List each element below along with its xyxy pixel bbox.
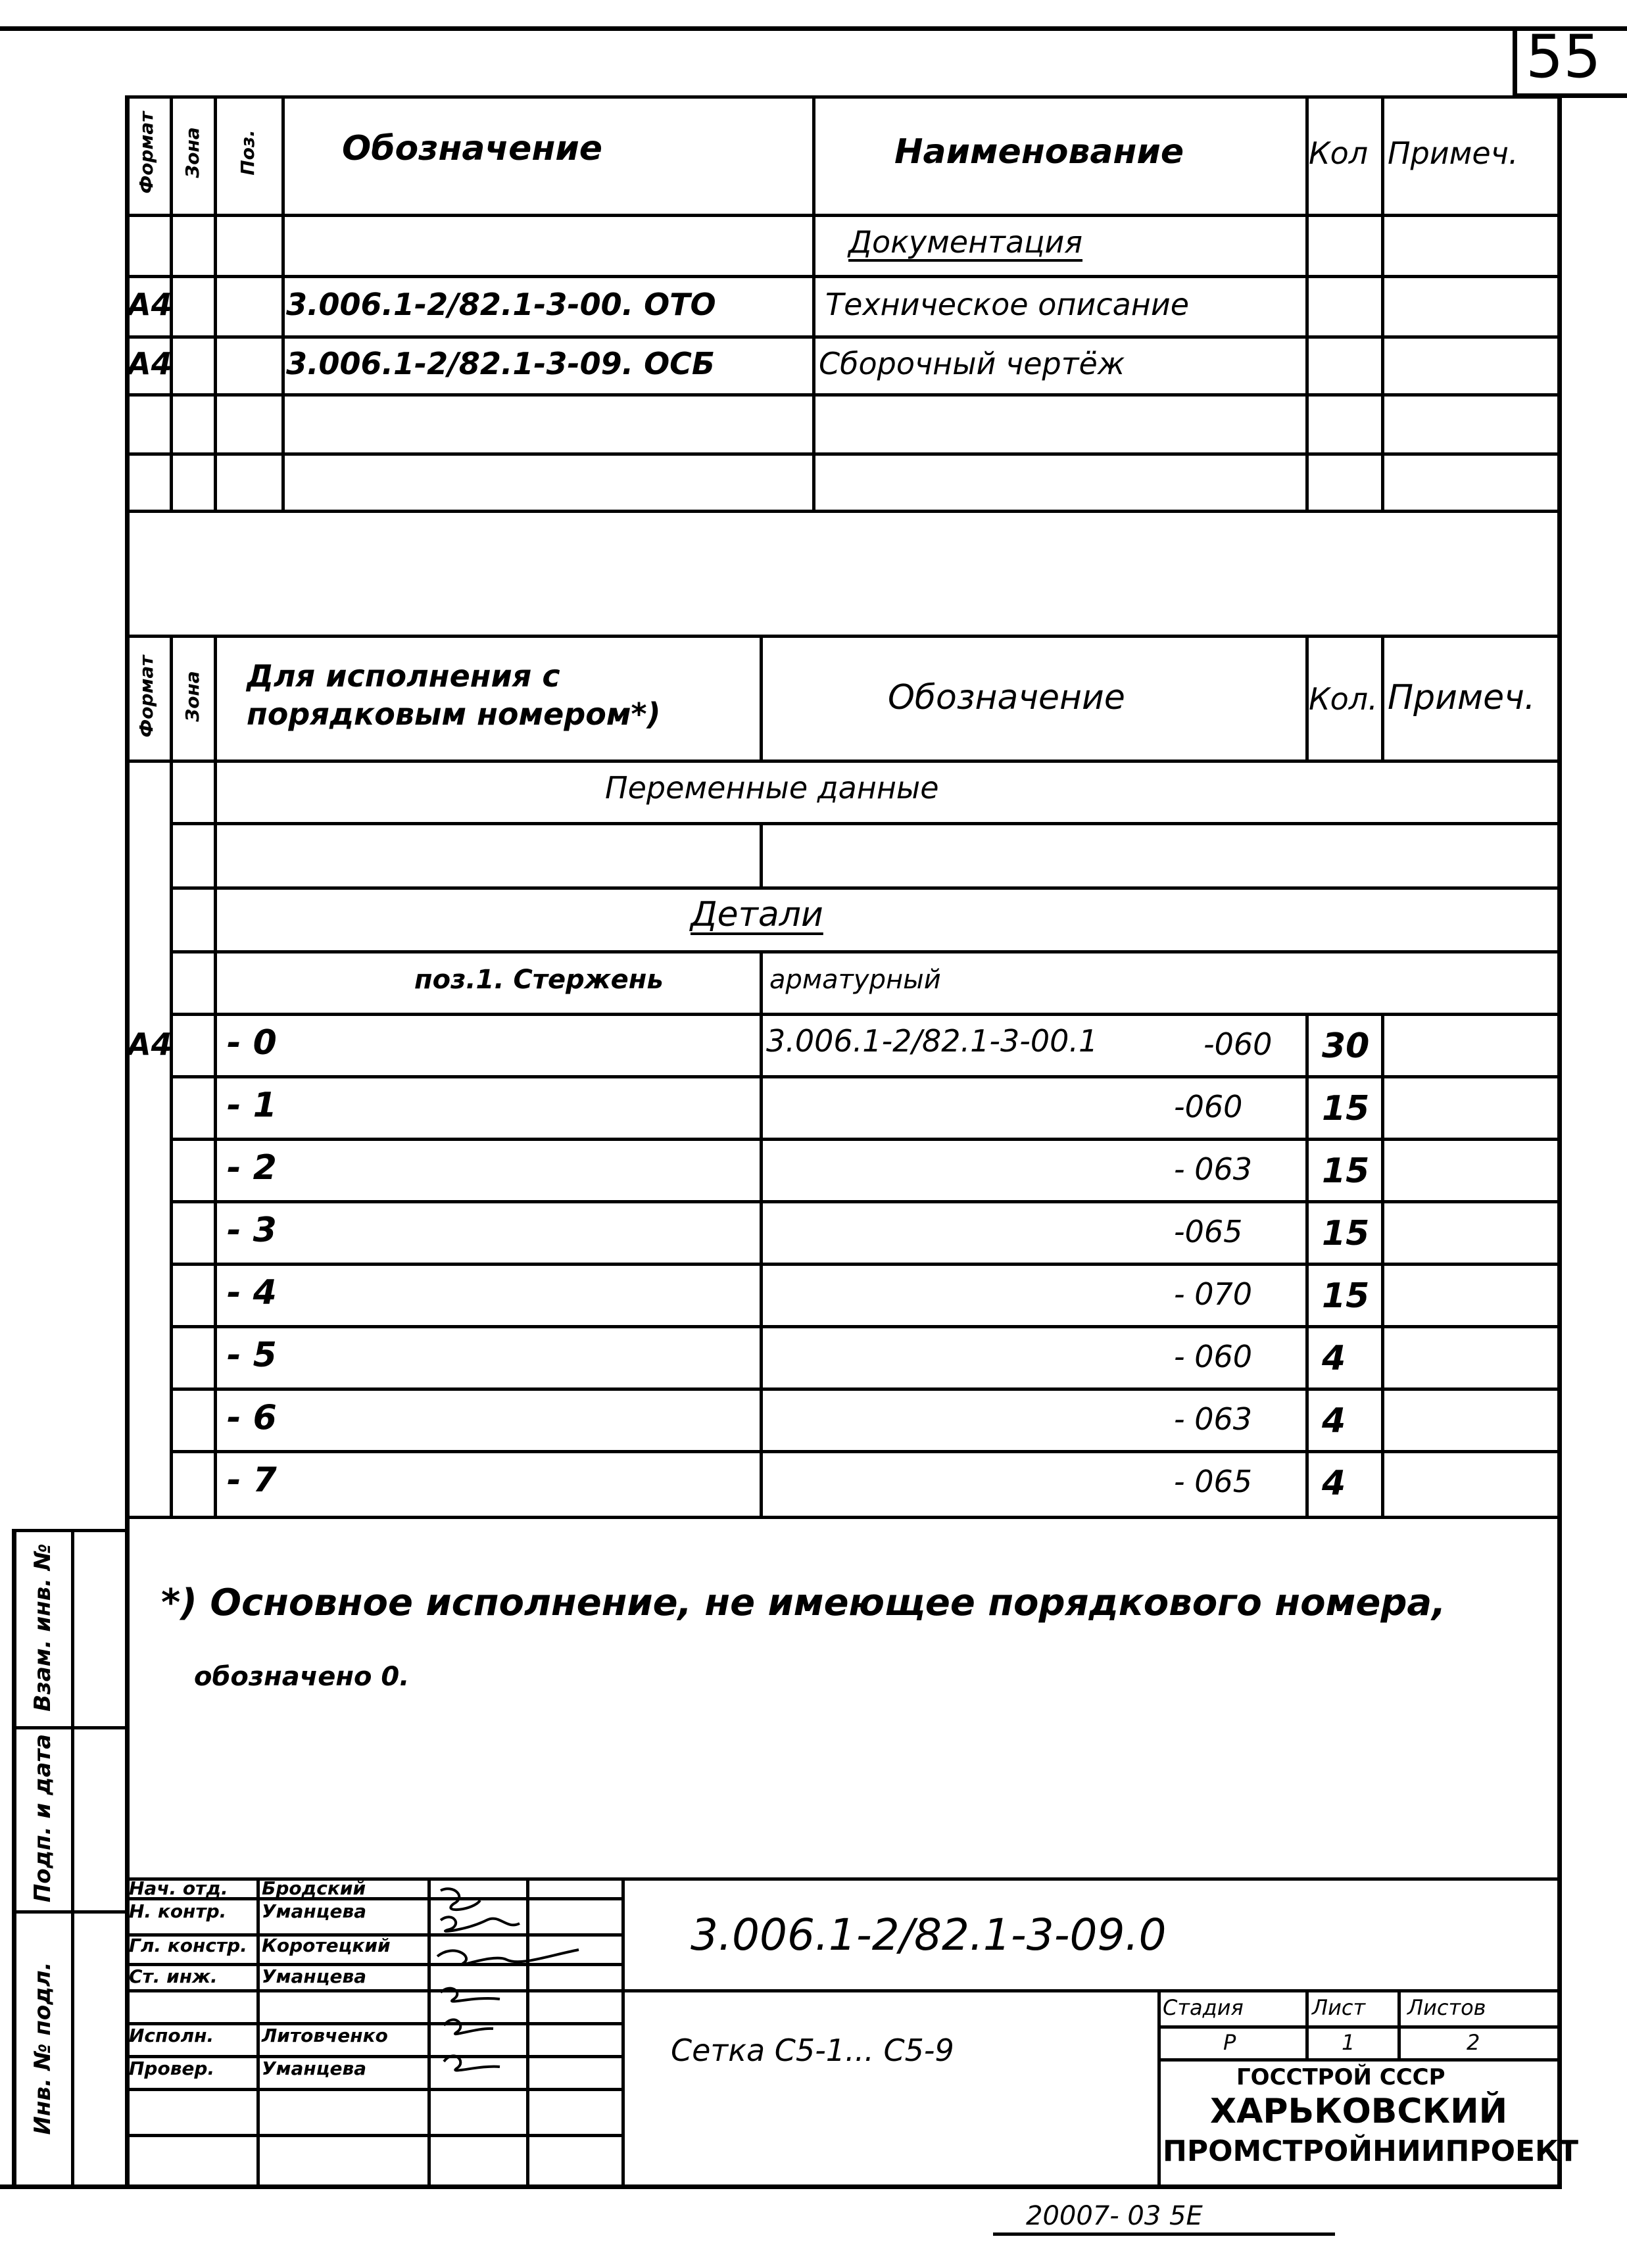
row-name: Техническое описание [825, 287, 1190, 322]
lower-table-bottom [125, 1516, 1559, 1519]
signature-role: Н. контр. [129, 1900, 227, 1922]
upper-col-line [812, 95, 815, 511]
sheets-label: Листов [1407, 1995, 1486, 2020]
bottom-code-underline [993, 2232, 1335, 2236]
signature-name: Литовченко [262, 2025, 388, 2046]
stage-values-bottom [1157, 2058, 1559, 2062]
row-designation: 3.006.1-2/82.1-3-09. ОСБ [286, 346, 715, 381]
header-qty: Кол. [1309, 681, 1378, 717]
variant-qty: 15 [1322, 1214, 1370, 1253]
upper-header-bottom [125, 214, 1559, 217]
stamp-podp-data: Подп. и дата [30, 1733, 56, 1903]
lower-row-line [170, 822, 1559, 825]
lower-row-line [170, 1013, 1559, 1016]
sheet-number-box-left [1513, 26, 1517, 95]
signature-name: Уманцева [262, 1966, 367, 1987]
designation-suffix: - 070 [1174, 1276, 1253, 1312]
lower-table-top [125, 635, 1559, 638]
side-stamp-left [12, 1529, 16, 2186]
lower-col-line [170, 635, 173, 1518]
signature-role: Нач. отд. [129, 1877, 228, 1899]
row-format: А4 [128, 346, 172, 381]
pos-name: арматурный [769, 965, 941, 995]
row-format: А4 [128, 1026, 172, 1062]
header-zone: Зона [182, 127, 203, 178]
variant-qty: 15 [1322, 1089, 1370, 1128]
sig-row-line [125, 2134, 621, 2137]
upper-row-line [125, 275, 1559, 278]
upper-col-line [214, 95, 217, 511]
header-zone: Зона [182, 671, 203, 722]
header-pos: Поз. [237, 130, 258, 176]
org-line3: ПРОМСТРОЙНИИПРОЕКТ [1163, 2135, 1579, 2168]
footnote-line1: *) Основное исполнение, не имеющее порядкового номера, [161, 1581, 1446, 1624]
signature-name: Бродский [262, 1877, 366, 1899]
side-stamp-line [12, 1726, 127, 1729]
variant-qty: 15 [1322, 1151, 1370, 1191]
upper-table-top [125, 95, 1559, 99]
signature-marks [427, 1877, 625, 2094]
lower-col-line [760, 635, 763, 760]
lower-col-line [1305, 1013, 1309, 1518]
lower-row-line [170, 1387, 1559, 1391]
side-stamp-line [12, 1910, 127, 1914]
frame-bottom [125, 2184, 1562, 2189]
lower-row-line [170, 886, 1559, 890]
side-stamp-divider [71, 1529, 74, 2186]
row-designation: 3.006.1-2/82.1-3-00. ОТО [286, 287, 716, 322]
variant-number: - 3 [227, 1211, 277, 1250]
variant-number: - 0 [227, 1023, 277, 1063]
section-details: Детали [691, 895, 823, 934]
section-documentation: Документация [848, 224, 1083, 260]
header-designation: Обозначение [888, 678, 1125, 717]
sheet-value: 1 [1342, 2030, 1355, 2055]
variant-number: - 5 [227, 1336, 277, 1375]
doc-title: Сетка С5-1... С5-9 [671, 2033, 954, 2068]
title-block-mid [125, 1989, 1559, 1992]
lower-col-line [1381, 635, 1384, 760]
row-name: Сборочный чертёж [819, 346, 1125, 381]
variant-qty: 4 [1322, 1339, 1346, 1378]
upper-table-bottom [125, 510, 1559, 513]
variant-number: - 4 [227, 1273, 277, 1313]
stamp-inv-podl: Инв. № подл. [30, 1962, 56, 2135]
header-format: Формат [135, 655, 157, 738]
variant-number: - 7 [227, 1460, 277, 1500]
lower-row-line [170, 1138, 1559, 1141]
lower-col-line [214, 635, 217, 1518]
lower-col-line [1381, 1013, 1384, 1518]
variant-qty: 4 [1322, 1401, 1346, 1441]
designation-suffix: - 060 [1174, 1339, 1253, 1374]
lower-row-line [170, 950, 1559, 953]
variant-qty: 30 [1322, 1026, 1370, 1066]
header-note: Примеч. [1388, 135, 1518, 171]
variant-qty: 15 [1322, 1276, 1370, 1316]
signature-role: Гл. констр. [129, 1935, 247, 1956]
variant-qty: 4 [1322, 1464, 1346, 1503]
signature-role: Исполн. [129, 2025, 214, 2046]
signature-name: Уманцева [262, 1900, 367, 1922]
footnote-line2: обозначено 0. [194, 1662, 410, 1692]
variant-number: - 1 [227, 1086, 277, 1125]
header-variant: Для исполнения с порядковым номером*) [247, 658, 661, 732]
sheet-number: 55 [1526, 22, 1601, 91]
stage-value: Р [1223, 2030, 1236, 2055]
sheets-value: 2 [1467, 2030, 1480, 2055]
org-line2: ХАРЬКОВСКИЙ [1210, 2092, 1508, 2131]
side-stamp-top [12, 1529, 127, 1532]
signature-role: Провер. [129, 2058, 215, 2079]
upper-col-line [1381, 95, 1384, 511]
designation-suffix: - 063 [1174, 1401, 1253, 1437]
stage-col-line [1397, 1989, 1401, 2060]
lower-row-line [170, 1075, 1559, 1078]
lower-row-line [170, 1200, 1559, 1203]
doc-code: 3.006.1-2/82.1-3-09.0 [691, 1910, 1167, 1960]
stage-header-bottom [1157, 2025, 1559, 2029]
base-designation: 3.006.1-2/82.1-3-00.1 [766, 1023, 1098, 1059]
designation-suffix: -060 [1203, 1026, 1273, 1062]
top-border-line [0, 26, 1627, 31]
lower-col-line [760, 822, 763, 886]
upper-row-line [125, 452, 1559, 456]
upper-row-line [125, 393, 1559, 397]
lower-header-bottom [125, 760, 1559, 763]
bottom-code: 20007- 03 5Е [1026, 2201, 1203, 2231]
lower-row-line [170, 1450, 1559, 1453]
header-name: Наименование [894, 132, 1184, 172]
header-note: Примеч. [1388, 678, 1536, 717]
header-designation: Обозначение [342, 129, 603, 168]
org-line1: ГОССТРОЙ СССР [1236, 2064, 1445, 2090]
designation-suffix: -065 [1174, 1214, 1243, 1249]
designation-suffix: - 065 [1174, 1464, 1253, 1499]
stage-label: Стадия [1163, 1995, 1244, 2020]
lower-row-line [170, 1263, 1559, 1266]
upper-col-line [281, 95, 285, 511]
frame-right [1557, 95, 1562, 2186]
designation-suffix: -060 [1174, 1089, 1243, 1124]
lower-row-line [170, 1325, 1559, 1328]
upper-row-line [125, 335, 1559, 339]
variant-number: - 2 [227, 1148, 277, 1188]
pos-label: поз.1. Стержень [414, 965, 664, 995]
sig-col-line [256, 1877, 260, 2186]
signature-role: Ст. инж. [129, 1966, 218, 1987]
header-qty: Кол [1309, 135, 1369, 171]
row-format: А4 [128, 287, 172, 322]
header-format: Формат [135, 111, 157, 194]
variable-data-title: Переменные данные [605, 770, 939, 806]
signature-name: Коротецкий [262, 1935, 391, 1956]
side-stamp-bottom [0, 2184, 128, 2189]
designation-suffix: - 063 [1174, 1151, 1253, 1187]
stage-col-line [1157, 1989, 1161, 2186]
frame-left [125, 95, 130, 2186]
lower-col-line [760, 950, 763, 1518]
stamp-vzam-inv: Взам. инв. № [30, 1543, 56, 1712]
signature-name: Уманцева [262, 2058, 367, 2079]
variant-number: - 6 [227, 1398, 277, 1437]
sheet-label: Лист [1312, 1995, 1366, 2020]
stage-col-line [1305, 1989, 1309, 2060]
